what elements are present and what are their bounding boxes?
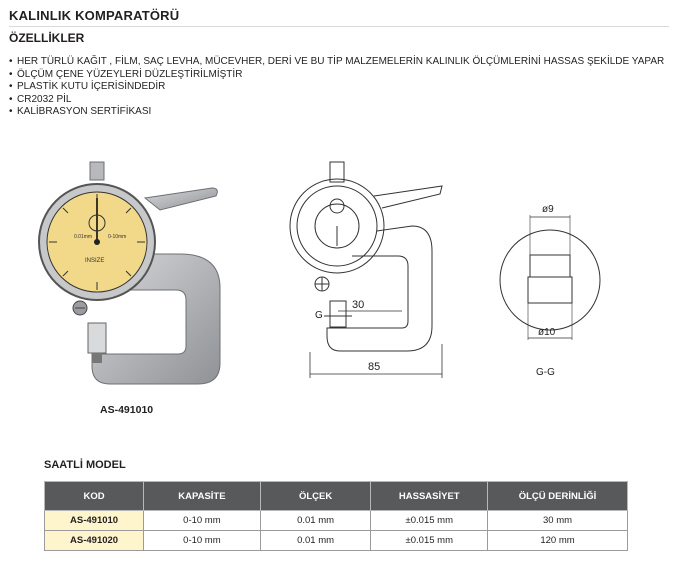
column-header-accuracy: HASSASİYET <box>371 482 488 511</box>
cell-depth: 30 mm <box>488 511 628 531</box>
cell-capacity: 0-10 mm <box>144 511 261 531</box>
cell-accuracy: ±0.015 mm <box>371 511 488 531</box>
cell-code: AS-491020 <box>45 531 144 551</box>
specs-table <box>44 481 628 551</box>
cell-scale: 0.01 mm <box>260 511 371 531</box>
title-divider <box>9 26 669 27</box>
column-header-capacity: KAPASİTE <box>144 482 261 511</box>
bullet-icon: • <box>9 81 13 93</box>
bullet-icon: • <box>9 93 13 105</box>
detail-diameter-bottom: ø10 <box>538 327 556 338</box>
features-list <box>9 56 664 119</box>
cell-code: AS-491010 <box>45 511 144 531</box>
column-header-code: KOD <box>45 482 144 511</box>
feature-item: • PLASTİK KUTU İÇERİSİNDEDİR <box>9 81 166 93</box>
column-header-scale: ÖLÇEK <box>260 482 371 511</box>
bullet-icon: • <box>9 106 13 118</box>
dial-brand: INSIZE <box>85 258 105 264</box>
product-model-caption: AS-491010 <box>100 404 154 416</box>
technical-drawing <box>282 156 462 381</box>
cell-accuracy: ±0.015 mm <box>371 531 488 551</box>
section-detail-drawing <box>494 195 604 380</box>
cell-scale: 0.01 mm <box>260 531 371 551</box>
dial-text-resolution: 0.01mm <box>74 234 93 240</box>
bullet-icon: • <box>9 68 13 80</box>
dial-text-range: 0-10mm <box>108 234 127 240</box>
cell-depth: 120 mm <box>488 531 628 551</box>
table-heading: SAATLİ MODEL <box>44 459 126 471</box>
table-row <box>45 511 628 531</box>
features-heading: ÖZELLİKLER <box>9 31 85 45</box>
feature-item: • ÖLÇÜM ÇENE YÜZEYLERİ DÜZLEŞTİRİLMİŞTİR <box>9 68 243 80</box>
table-header-row <box>45 482 628 511</box>
feature-item: • KALİBRASYON SERTİFİKASI <box>9 106 152 118</box>
page-title: KALINLIK KOMPARATÖRÜ <box>9 8 180 23</box>
feature-item: • CR2032 PİL <box>9 93 72 105</box>
detail-diameter-top: ø9 <box>542 204 554 215</box>
product-photo <box>30 158 230 394</box>
section-label: G <box>315 310 323 321</box>
dimension-depth: 30 <box>352 299 365 311</box>
feature-item: • HER TÜRLÜ KAĞIT , FİLM, SAÇ LEVHA, MÜCEVHER, DERİ VE BU TİP MALZEMELERİN KALINLIK ÖLÇÜMLERİNİ HASSAS ŞEKİLDE YAPAR <box>9 56 665 67</box>
bullet-icon: • <box>9 56 13 67</box>
cell-capacity: 0-10 mm <box>144 531 261 551</box>
column-header-depth: ÖLÇÜ DERİNLİĞİ <box>488 482 628 511</box>
dimension-overall: 85 <box>368 361 381 373</box>
table-row <box>45 531 628 551</box>
detail-caption: G-G <box>536 367 555 378</box>
